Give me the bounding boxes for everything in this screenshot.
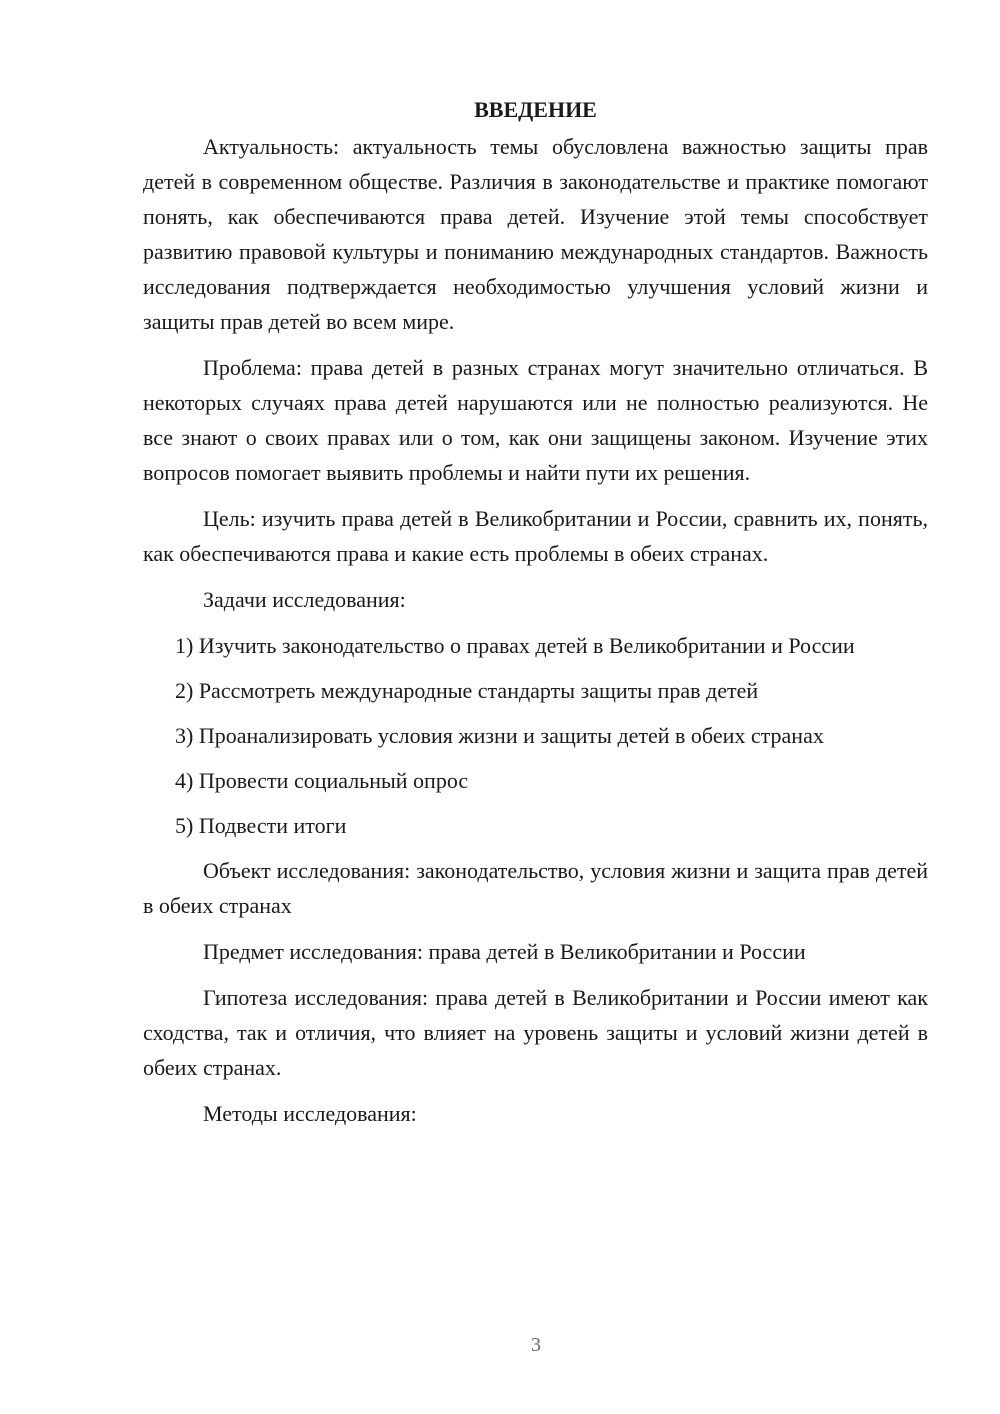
relevance-paragraph: Актуальность: актуальность темы обусловлена важностью защиты прав детей в современном обществе. Различия в законодательстве и практике помогают понять, как обеспечиваются права детей. Изучение этой темы способствует развитию правовой культуры и пониманию международных стандартов. Важность исследования подтверждается необходимостью улучшения условий жизни и защиты прав детей во всем мире. <box>143 134 928 334</box>
list-item: 3) Проанализировать условия жизни и защиты детей в обеих странах <box>175 723 824 748</box>
list-item: 4) Провести социальный опрос <box>175 768 469 793</box>
document-page <box>143 92 928 1142</box>
goal-paragraph: Цель: изучить права детей в Великобритании и России, сравнить их, понять, как обеспечиваются права и какие есть проблемы в обеих странах. <box>143 506 928 566</box>
tasks-heading: Задачи исследования: <box>203 587 406 612</box>
hypothesis-paragraph: Гипотеза исследования: права детей в Великобритании и России имеют как сходства, так и отличия, что влияет на уровень защиты и условий жизни детей в обеих странах. <box>143 985 928 1080</box>
tasks-list <box>143 628 928 843</box>
problem-paragraph: Проблема: права детей в разных странах могут значительно отличаться. В некоторых случаях права детей нарушаются или не полностью реализуются. Не все знают о своих правах или о том, как они защищены законом. Изучение этих вопросов помогает выявить проблемы и найти пути их решения. <box>143 355 928 485</box>
list-item: 1) Изучить законодательство о правах детей в Великобритании и России <box>175 633 855 658</box>
object-paragraph: Объект исследования: законодательство, условия жизни и защита прав детей в обеих странах <box>143 858 928 918</box>
page-number: 3 <box>531 1334 541 1356</box>
list-item: 2) Рассмотреть международные стандарты защиты прав детей <box>175 678 759 703</box>
subject-paragraph: Предмет исследования: права детей в Великобритании и России <box>203 939 806 964</box>
methods-heading: Методы исследования: <box>203 1101 417 1126</box>
list-item: 5) Подвести итоги <box>175 813 347 838</box>
document-title: ВВЕДЕНИЕ <box>474 97 597 122</box>
